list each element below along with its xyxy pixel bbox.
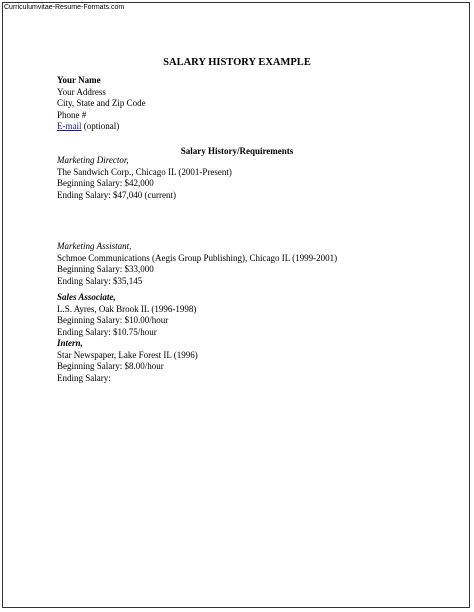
employer: Schmoe Communications (Aegis Group Publishing), Chicago IL (1999-2001) [57, 252, 338, 263]
contact-city: City, State and Zip Code [57, 98, 146, 108]
document-title: SALARY HISTORY EXAMPLE [163, 57, 311, 68]
ending-salary: Ending Salary: [57, 372, 111, 383]
ending-salary: Ending Salary: $35,145 [57, 275, 143, 286]
salary-entry [57, 338, 198, 384]
ending-salary: Ending Salary: $10.75/hour [57, 326, 157, 337]
beginning-salary: Beginning Salary: $42,000 [57, 178, 154, 188]
job-title: Sales Associate, [57, 292, 116, 302]
salary-entry [57, 241, 337, 287]
email-link[interactable]: E-mail [57, 121, 82, 131]
employer: Star Newspaper, Lake Forest IL (1996) [57, 349, 198, 360]
contact-address: Your Address [57, 86, 106, 97]
beginning-salary: Beginning Salary: $10.00/hour [57, 315, 169, 325]
contact-email-line [57, 121, 146, 133]
job-title: Intern, [57, 338, 83, 348]
contact-phone: Phone # [57, 109, 87, 120]
site-watermark: Curriculumvitae-Resume-Formats.com [4, 4, 125, 11]
contact-name: Your Name [57, 75, 101, 85]
beginning-salary: Beginning Salary: $33,000 [57, 264, 154, 274]
section-heading: Salary History/Requirements [180, 146, 294, 156]
salary-entry [57, 155, 232, 201]
employer: The Sandwich Corp., Chicago IL (2001-Present) [57, 166, 232, 177]
employer: L.S. Ayres, Oak Brook IL (1996-1998) [57, 303, 197, 314]
contact-block [57, 75, 146, 133]
salary-entry [57, 292, 196, 338]
beginning-salary: Beginning Salary: $8.00/hour [57, 361, 164, 371]
job-title: Marketing Director, [57, 155, 129, 165]
email-note: (optional) [81, 121, 120, 131]
ending-salary: Ending Salary: $47,040 (current) [57, 189, 176, 200]
job-title: Marketing Assistant, [57, 241, 132, 251]
